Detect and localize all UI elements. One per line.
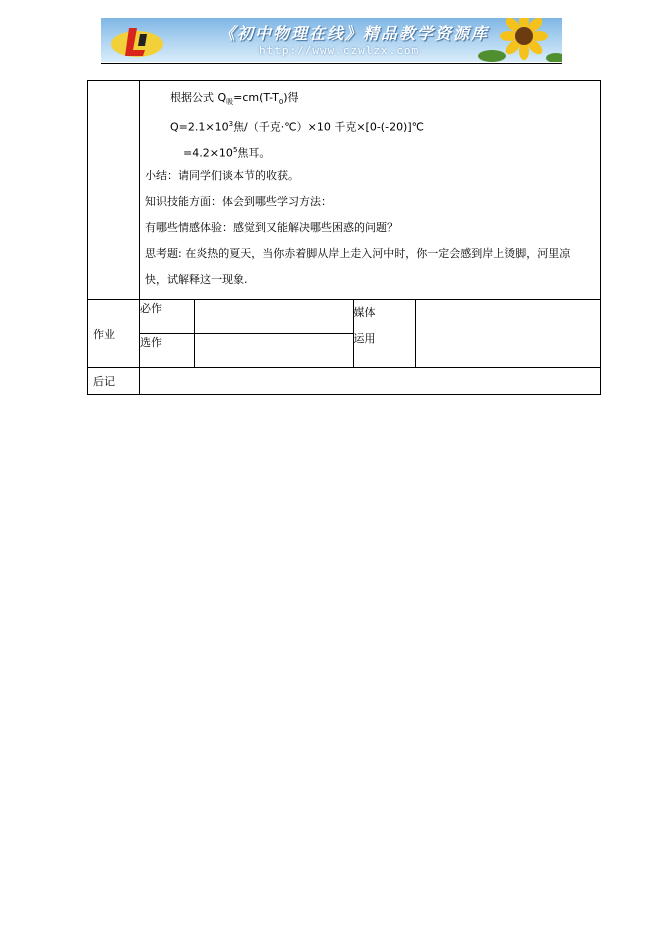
postscript-value [140, 368, 601, 395]
lesson-body [140, 81, 601, 300]
calculation-line: $Q=2.1\times 10^3$焦/（千克·℃）×10 千克×[0-(-20)]℃ [170, 120, 424, 134]
optional-value [194, 334, 353, 368]
header-banner [101, 18, 562, 62]
homework-label: 作业 [88, 300, 140, 368]
header-rule [101, 63, 562, 64]
think-question-line1: 思考题: 在炎热的夏天，当你赤着脚从岸上走入河中时，你一定会感到岸上烫脚，河里凉 [145, 247, 571, 260]
formula-line: 根据公式 $Q_吸=cm(T-T_0)$得 [170, 91, 299, 107]
postscript-label: 后记 [88, 368, 140, 395]
homework-table [140, 300, 600, 367]
site-logo-icon [107, 20, 167, 60]
knowledge-text: 知识技能方面：体会到哪些学习方法： [145, 195, 332, 208]
sunflower-icon [472, 18, 562, 62]
row-label-empty [88, 81, 140, 300]
site-title: 《初中物理在线》精品教学资源库 [219, 24, 490, 43]
optional-label: 选作 [140, 334, 194, 368]
required-value [194, 300, 353, 334]
summary-text: 小结：请同学们谈本节的收获。 [145, 169, 299, 182]
think-question-line2: 快，试解释这一现象. [145, 273, 248, 286]
site-url: http://www.czwlzx.com [259, 44, 420, 57]
homework-cell [140, 300, 601, 368]
result-line: $=4.2\times 10^5$焦耳。 [183, 146, 271, 160]
emotion-text: 有哪些情感体验：感觉到又能解决哪些困惑的问题？ [145, 221, 398, 234]
required-label: 必作 [140, 300, 194, 334]
media-label: 媒体 运用 [353, 300, 415, 367]
lesson-table [87, 80, 601, 395]
media-value [415, 300, 600, 367]
